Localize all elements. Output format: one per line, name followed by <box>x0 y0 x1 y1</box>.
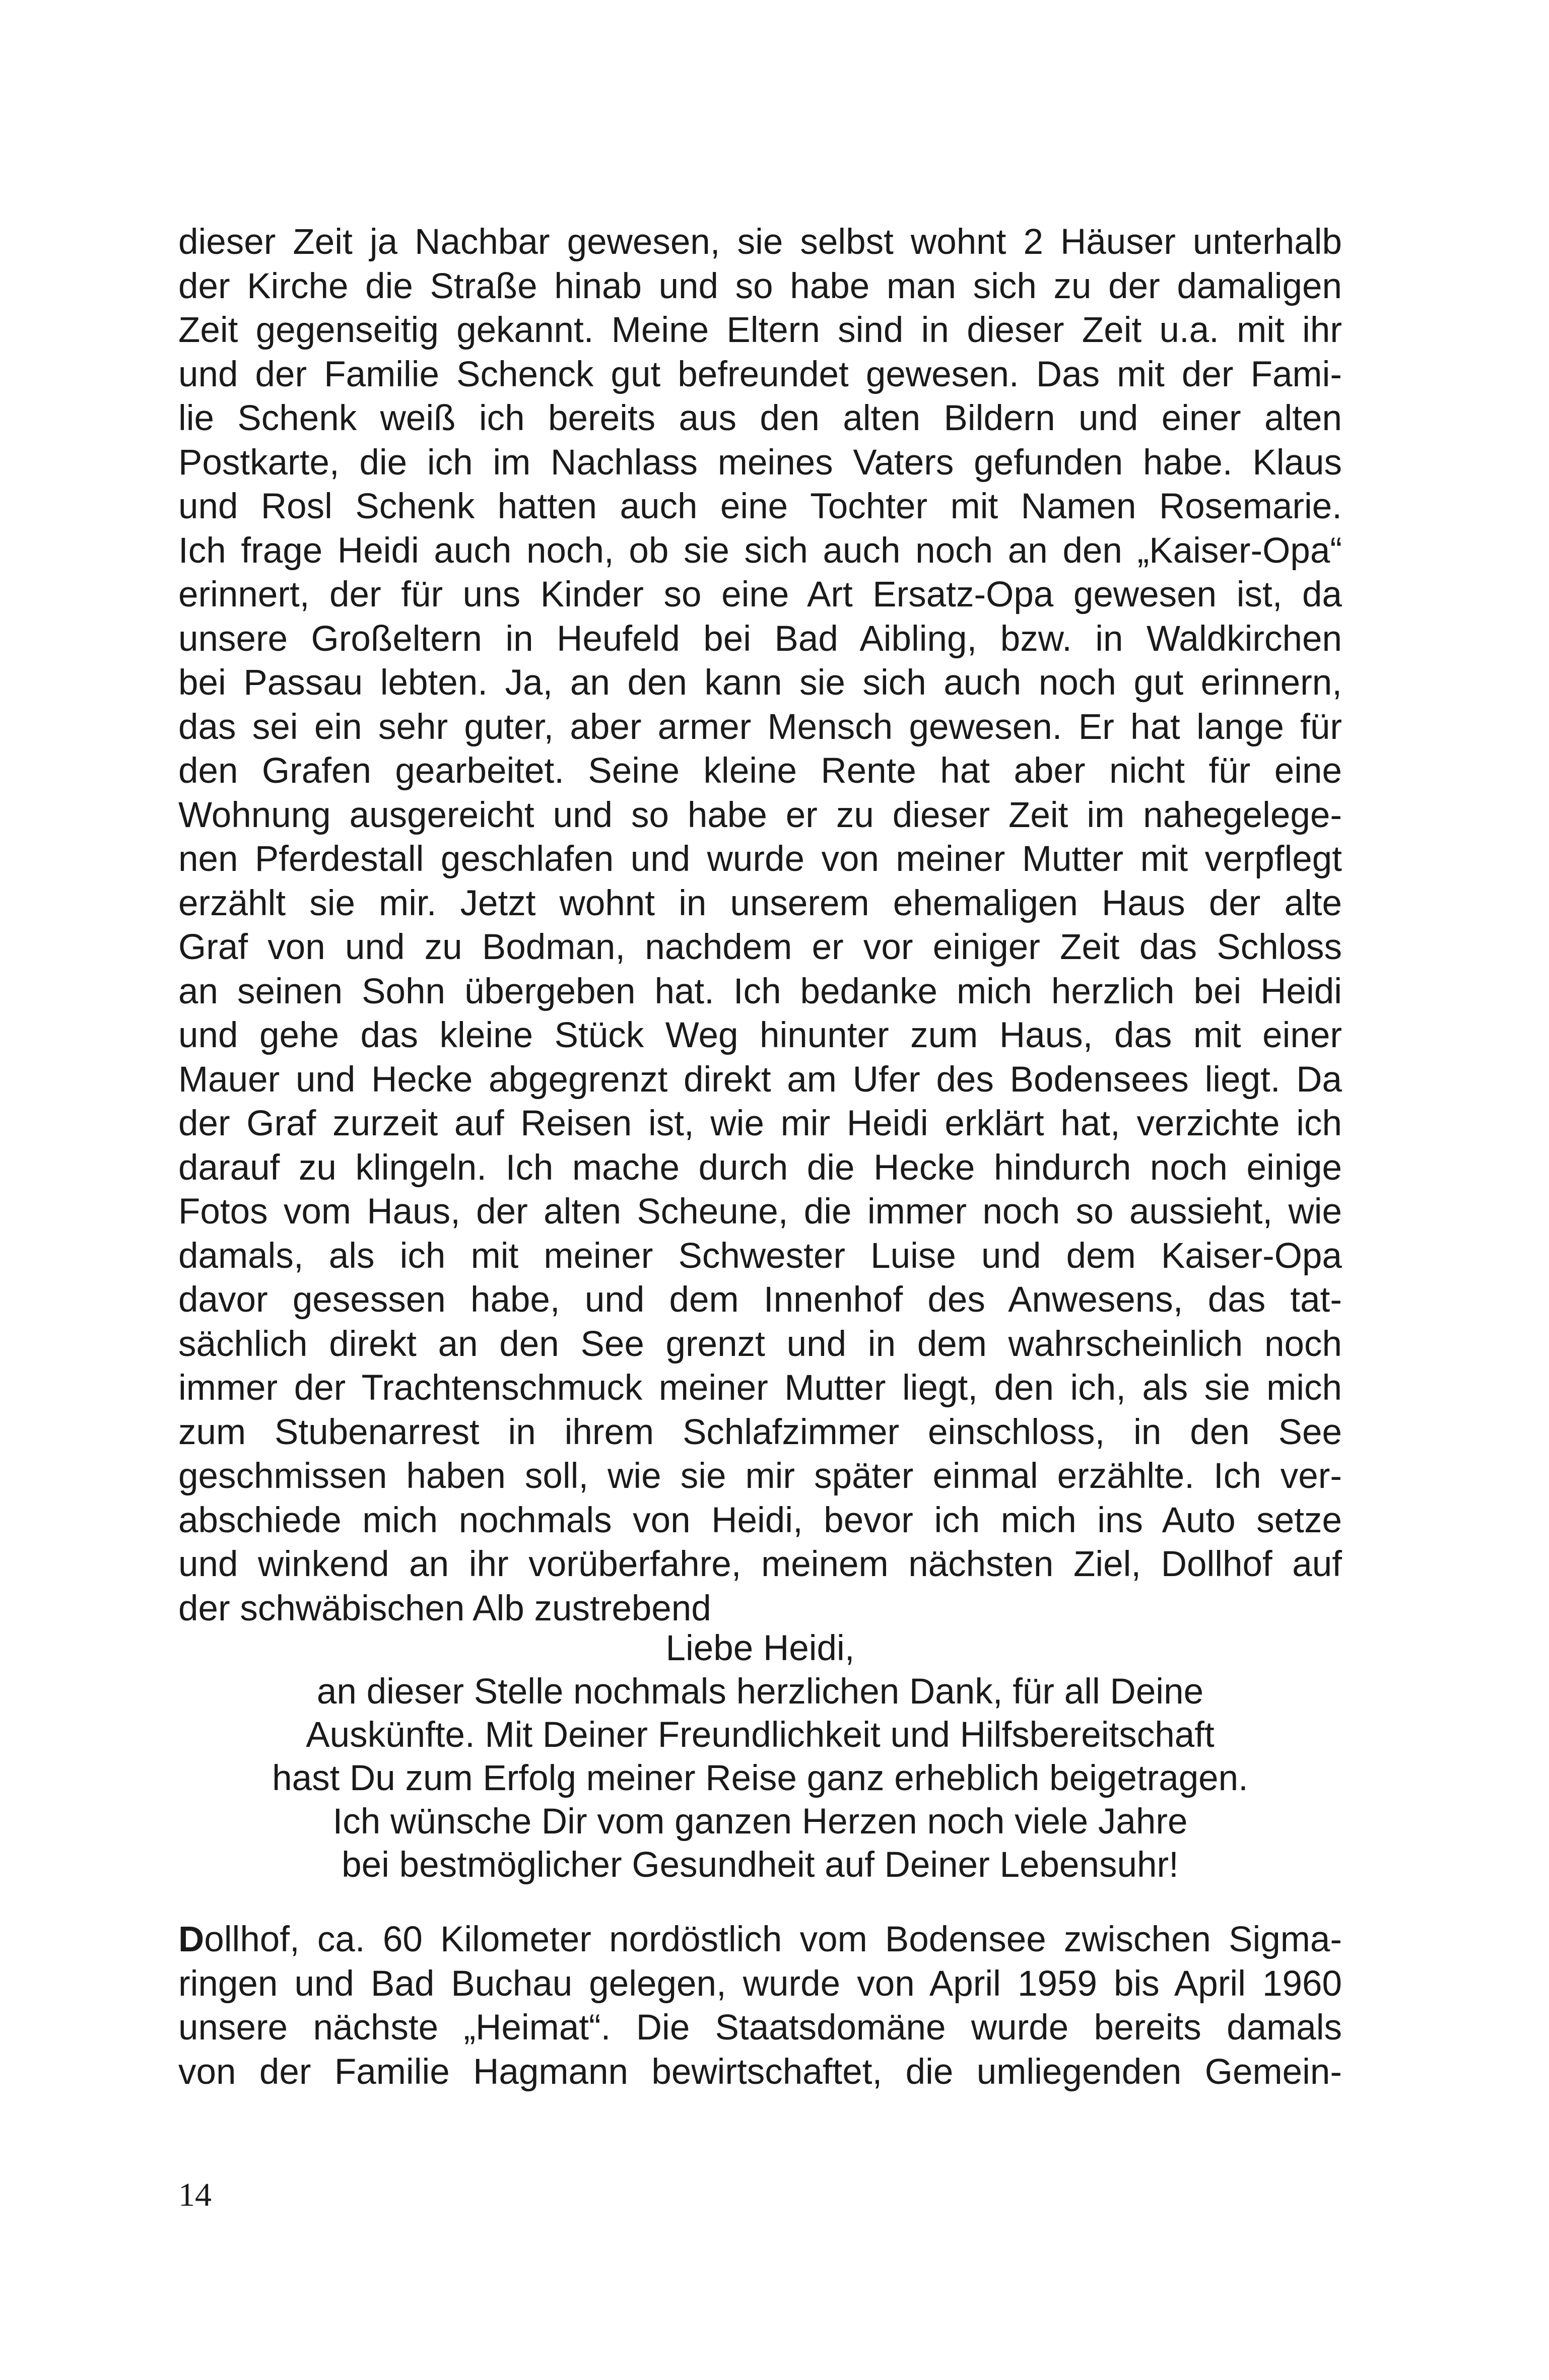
body-line: erzählt sie mir. Jetzt wohnt in unserem ehemaligen Haus der alte <box>178 883 1342 923</box>
body-line: der Kirche die Straße hinab und so habe man sich zu der damaligen <box>178 266 1342 306</box>
body-line: sächlich direkt an den See grenzt und in dem wahrscheinlich noch <box>178 1324 1342 1364</box>
body-line: Zeit gegenseitig gekannt. Meine Eltern sind in dieser Zeit u.a. mit ihr <box>178 310 1342 350</box>
body-line: unsere Großeltern in Heufeld bei Bad Aibling, bzw. in Waldkirchen <box>178 619 1342 659</box>
body-line: an seinen Sohn übergeben hat. Ich bedanke mich herzlich bei Heidi <box>178 971 1342 1011</box>
body-line: bei Passau lebten. Ja, an den kann sie sich auch noch gut erinnern, <box>178 663 1342 703</box>
page-number: 14 <box>178 2177 212 2213</box>
body-line: immer der Trachtenschmuck meiner Mutter liegt, den ich, als sie mich <box>178 1368 1342 1408</box>
dedication-note <box>178 1627 1342 1887</box>
body-line: den Grafen gearbeitet. Seine kleine Rente hat aber nicht für eine <box>178 751 1342 791</box>
dedication-line: hast Du zum Erfolg meiner Reise ganz erheblich beigetragen. <box>272 1758 1248 1798</box>
body-line: und winkend an ihr vorüberfahre, meinem nächsten Ziel, Dollhof auf <box>178 1544 1342 1584</box>
body-line: damals, als ich mit meiner Schwester Luise und dem Kaiser-Opa <box>178 1236 1342 1276</box>
body-line: Wohnung ausgereicht und so habe er zu dieser Zeit im nahegelege- <box>178 795 1342 835</box>
body-line: Fotos vom Haus, der alten Scheune, die immer noch so aussieht, wie <box>178 1192 1342 1232</box>
dedication-line: bei bestmöglicher Gesundheit auf Deiner Lebensuhr! <box>342 1845 1179 1885</box>
dedication-line: an dieser Stelle nochmals herzlichen Dank, für all Deine <box>316 1672 1204 1712</box>
closing-first-line <box>178 1918 1342 1962</box>
body-line: darauf zu klingeln. Ich mache durch die Hecke hindurch noch einige <box>178 1147 1342 1188</box>
closing-paragraph <box>178 1918 1342 2094</box>
body-paragraph <box>178 220 1342 1630</box>
body-line: geschmissen haben soll, wie sie mir später einmal erzählte. Ich ver- <box>178 1456 1342 1496</box>
closing-line: von der Familie Hagmann bewirtschaftet, die umliegenden Gemein- <box>178 2052 1342 2092</box>
bold-initial: D <box>178 1920 205 1959</box>
body-line: Ich frage Heidi auch noch, ob sie sich auch noch an den „Kaiser-Opa“ <box>178 530 1342 571</box>
body-line: und der Familie Schenck gut befreundet gewesen. Das mit der Fami- <box>178 354 1342 394</box>
body-line: nen Pferdestall geschlafen und wurde von meiner Mutter mit verpflegt <box>178 839 1342 879</box>
body-line: abschiede mich nochmals von Heidi, bevor ich mich ins Auto setze <box>178 1500 1342 1540</box>
closing-first-line-text: ollhof, ca. 60 Kilometer nordöstlich vom Bodensee zwischen Sigma- <box>204 1920 1342 1959</box>
dedication-line: Auskünfte. Mit Deiner Freundlichkeit und Hilfsbereitschaft <box>306 1715 1215 1755</box>
body-line: davor gesessen habe, und dem Innenhof des Anwesens, das tat- <box>178 1280 1342 1320</box>
body-line: und gehe das kleine Stück Weg hinunter zum Haus, das mit einer <box>178 1015 1342 1055</box>
body-line: das sei ein sehr guter, aber armer Mensch gewesen. Er hat lange für <box>178 707 1342 747</box>
dedication-greeting: Liebe Heidi, <box>665 1628 855 1668</box>
body-line: zum Stubenarrest in ihrem Schlafzimmer einschloss, in den See <box>178 1412 1342 1452</box>
body-line: dieser Zeit ja Nachbar gewesen, sie selbst wohnt 2 Häuser unterhalb <box>178 222 1342 262</box>
body-line: Graf von und zu Bodman, nachdem er vor einiger Zeit das Schloss <box>178 927 1342 967</box>
dedication-line: Ich wünsche Dir vom ganzen Herzen noch viele Jahre <box>332 1802 1188 1842</box>
body-line: erinnert, der für uns Kinder so eine Art Ersatz-Opa gewesen ist, da <box>178 575 1342 615</box>
body-line: der schwäbischen Alb zustrebend <box>178 1588 711 1628</box>
body-line: und Rosl Schenk hatten auch eine Tochter mit Namen Rosemarie. <box>178 487 1342 526</box>
closing-line: ringen und Bad Buchau gelegen, wurde von April 1959 bis April 1960 <box>178 1963 1342 2004</box>
closing-line: unsere nächste „Heimat“. Die Staatsdomäne wurde bereits damals <box>178 2008 1342 2048</box>
body-line: Mauer und Hecke abgegrenzt direkt am Ufer des Bodensees liegt. Da <box>178 1059 1342 1100</box>
body-line: Postkarte, die ich im Nachlass meines Vaters gefunden habe. Klaus <box>178 442 1342 483</box>
body-line: lie Schenk weiß ich bereits aus den alten Bildern und einer alten <box>178 398 1342 438</box>
body-line: der Graf zurzeit auf Reisen ist, wie mir Heidi erklärt hat, verzichte ich <box>178 1104 1342 1143</box>
